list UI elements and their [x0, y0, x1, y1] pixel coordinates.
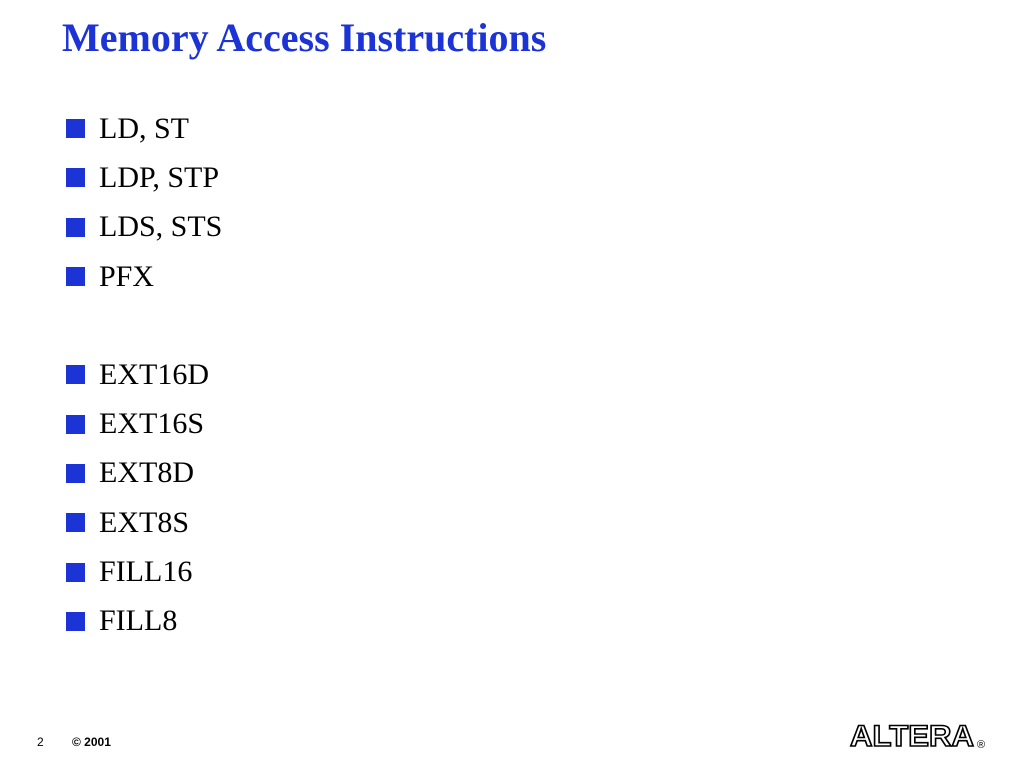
square-bullet-icon [66, 119, 85, 138]
bullet-item [66, 203, 222, 252]
bullet-text: EXT16D [99, 357, 209, 391]
bullet-text: FILL8 [99, 604, 178, 638]
registered-mark: ® [977, 739, 986, 751]
page-number: 2 [37, 735, 44, 749]
square-bullet-icon [66, 365, 85, 384]
square-bullet-icon [66, 218, 85, 237]
bullet-text: LD, ST [99, 111, 189, 145]
logo-wordmark: ALTERA [850, 720, 974, 753]
bullet-text: PFX [99, 259, 155, 293]
bullet-item [66, 597, 222, 646]
bullet-item [66, 547, 222, 596]
bullet-item [66, 104, 222, 153]
slide-title: Memory Access Instructions [62, 15, 547, 60]
bullet-text: EXT8D [99, 456, 194, 490]
bullet-text: LDS, STS [99, 210, 223, 244]
bullet-text: EXT16S [99, 407, 204, 441]
square-bullet-icon [66, 464, 85, 483]
bullet-text: EXT8S [99, 505, 189, 539]
square-bullet-icon [66, 415, 85, 434]
bullet-list [66, 104, 222, 646]
square-bullet-icon [66, 168, 85, 187]
bullet-item [66, 153, 222, 202]
bullet-text: FILL16 [99, 555, 193, 589]
bullet-item [66, 252, 222, 301]
bullet-item [66, 449, 222, 498]
bullet-item [66, 498, 222, 547]
square-bullet-icon [66, 267, 85, 286]
bullet-item [66, 399, 222, 448]
square-bullet-icon [66, 513, 85, 532]
bullet-text: LDP, STP [99, 160, 220, 194]
square-bullet-icon [66, 612, 85, 631]
square-bullet-icon [66, 563, 85, 582]
bullet-item [66, 350, 222, 399]
copyright-notice: © 2001 [72, 735, 111, 749]
altera-logo [848, 714, 990, 754]
